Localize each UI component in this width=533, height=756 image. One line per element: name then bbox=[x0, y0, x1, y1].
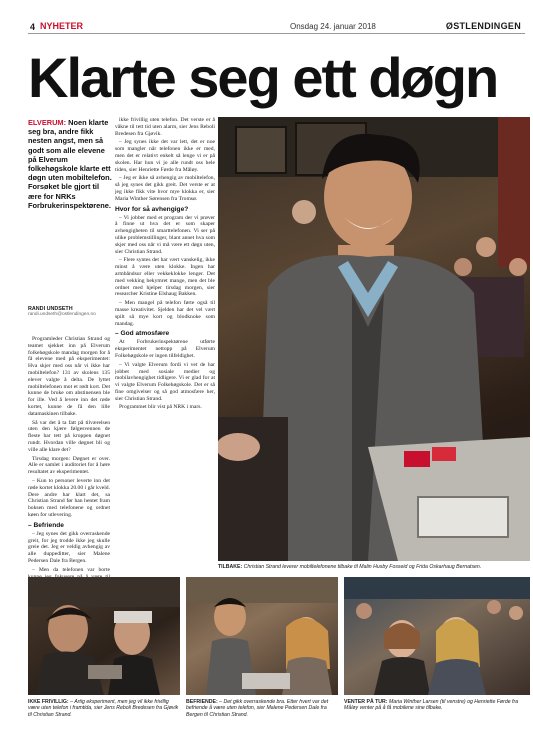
caption-text: Christian Strand leverer mobiltelefonene tilbake til Malin Husby Fosseid og Frida Oskarhaug Bernatsen. bbox=[243, 564, 482, 570]
caption-text: – Det gikk overraskende bra. Etter hvert var det befriende å være uten telefon, sier Malene Pedersen Dale fra Bergen til Christian Strand. bbox=[186, 699, 329, 718]
publication-name: ØSTLENDINGEN bbox=[445, 21, 521, 31]
paragraph: At Forbrukerinspektørene utførte eksperimentet nettopp på Elverum Folkehøgskole er ingen tilfeldighet. bbox=[115, 339, 215, 359]
subheading: – Befriende bbox=[28, 521, 64, 529]
photo-malene-illustration bbox=[186, 577, 338, 695]
main-photo[interactable] bbox=[218, 117, 530, 561]
ingress-text: Noen klarte seg bra, andre fikk nesten angst, men så godt som alle elevene på Elverum folkehøgskole klarte ett døgn uten mobiltelefon. Forsøket ble gjort til ære for NRKs Forbrukerinspektørene. bbox=[28, 118, 112, 210]
byline-name: RANDI UNDSETH bbox=[28, 306, 73, 312]
article-column-1 bbox=[28, 336, 110, 605]
dateline-place: ELVERUM: bbox=[28, 118, 67, 127]
page-number: 4 bbox=[30, 22, 36, 32]
paragraph: Programmet blir vist på NRK i mars. bbox=[119, 404, 202, 411]
byline bbox=[28, 306, 110, 317]
main-photo-caption bbox=[218, 564, 530, 570]
photo-maria-henriette[interactable] bbox=[344, 577, 530, 695]
header-rule bbox=[28, 33, 525, 34]
byline-email[interactable]: randi.undseth@ostlendingen.no bbox=[28, 312, 96, 317]
paragraph: – Jeg synes ikke det var lett, det er noe som mangler når telefonen ikke er med, men det er relativt enkelt så lenge vi er på skolen. Har hun vi jo alle rundt oss hele tiden, sier Henriette Førde fra Måløy. bbox=[115, 139, 215, 173]
issue-date: Onsdag 24. januar 2018 bbox=[290, 22, 376, 31]
paragraph: – Men da telefonen var borte bbox=[32, 566, 110, 573]
paragraph: Programleder Christian Strand og teamet sjekket inn på Elverum folkehøgskole mandag morgen for å få elevene med på eksperimentet: Hva skjer med oss når vi ikke har mobiltelefon? 131 av skolens 135 elever valgte å delta. De lyttet mobiltelefonen mot et rødt kort. Det kunne de bruke om abstinensen ble for ille. Ved å levere inn det røde kortet, kunne de få den lille datamaskinen tilbake. bbox=[28, 336, 110, 417]
paragraph: – Jeg er ikke så avhengig av mobiltelefon, så jeg synes det gikk greit. Det verste er at jeg ikke fikk vite hvor mye klokka er, sier Maria Winther Sørensen fra Tromsø. bbox=[115, 175, 215, 202]
section-tag: NYHETER bbox=[40, 21, 84, 31]
caption-text: – Artig eksperiment, men jeg vil ikke frivillig være uten telefon i framtida, sier Jens Reboli Bredesen fra Gjøvik til Christian Strand. bbox=[28, 699, 179, 718]
photo-malene-caption bbox=[186, 699, 338, 718]
paragraph: Tirsdag morgen: Døgnet er over. Alle er samlet i auditoriet for å høre resultatet av eksperimentet. bbox=[28, 455, 110, 476]
page-header bbox=[0, 0, 533, 40]
subheading: – God atmosfære bbox=[115, 330, 170, 338]
paragraph: – Flere syntes det har vært vanskelig, ikke minst å være uten klokke. Ingen har armbåndsur eller vekkeklokke lenger. Det med vekking bekymret mange, men det ble ordnet med hjelper tirsdag morgen, sier researcher Kristine Elshaug Bakken. bbox=[115, 257, 215, 298]
caption-lead: BEFRIENDE: bbox=[186, 699, 218, 705]
photo-malene[interactable] bbox=[186, 577, 338, 695]
article-column-2 bbox=[115, 117, 215, 569]
paragraph: Så var det å ta fatt på tilværelsen uten den kjære følgesvennen de fleste har tett på kroppen døgnet rundt. Hvordan ville døgnet bli og ville alle klare det? bbox=[28, 419, 110, 453]
article-headline: Klarte seg ett døgn bbox=[28, 46, 498, 109]
paragraph: – Vi jobber med et program der vi prøver å finne ut hva det er som skaper avhengigheten til smarttelefonen. Vi ser på ulike problemstillinger, blant annet hva som skjer med oss når vi må være ett døgn uten, sier Christian Strand. bbox=[115, 214, 215, 255]
subheading: Hvor for så avhengige? bbox=[115, 205, 189, 213]
photo-jens-illustration bbox=[28, 577, 180, 695]
photo-jens-caption bbox=[28, 699, 180, 718]
caption-lead: IKKE FRIVILLIG: bbox=[28, 699, 69, 705]
photo-maria-henriette-illustration bbox=[344, 577, 530, 695]
caption-lead: TILBAKE: bbox=[218, 564, 243, 570]
main-photo-illustration bbox=[218, 117, 530, 561]
caption-text: Maria Winther Larsen (til venstre) og Henriette Førde fra Måløy venter på å få mobilene sine tilbake. bbox=[344, 699, 519, 712]
photo-jens[interactable] bbox=[28, 577, 180, 695]
article-ingress bbox=[28, 118, 112, 210]
paragraph: ikke frivillig uten telefon. Det verste er å våkne til tett tid uten alarm, sier Jens Reboli Bredesen fra Gjøvik. bbox=[115, 117, 215, 137]
caption-lead: VENTER PÅ TUR: bbox=[344, 699, 388, 705]
photo-maria-henriette-caption bbox=[344, 699, 530, 712]
paragraph: – Kun to personer leverte inn det røde kortet klokka 20.00 i går kveld. Dere andre har klart det, sa Christian Strand før han hentet fram boksen med telefonene og ordnet køen for utlevering. bbox=[28, 477, 110, 518]
paragraph: – Men mangel på telefon førte også til masse kreativitet. Sjelden har det vel vært spilt så mye kort og blodknoke som mandag. bbox=[115, 300, 215, 327]
paragraph: – Jeg synes det gikk overraskende greit, for jeg trodde ikke jeg skulle greie det. Jeg er veldig avhengig av alle duppeditter, sier Malene Pedersen Dale fra Bergen. bbox=[28, 530, 110, 564]
paragraph: – Vi valgte Elverum fordi vi vet de har jobbet med sosiale medier og mobilavhengighet tidligere. Vi er glad for at vi valgte Elverum Folkehøgskole. Det er så fine omgivelser og så god atmosfære her, sier Christian Strand. bbox=[115, 361, 215, 402]
